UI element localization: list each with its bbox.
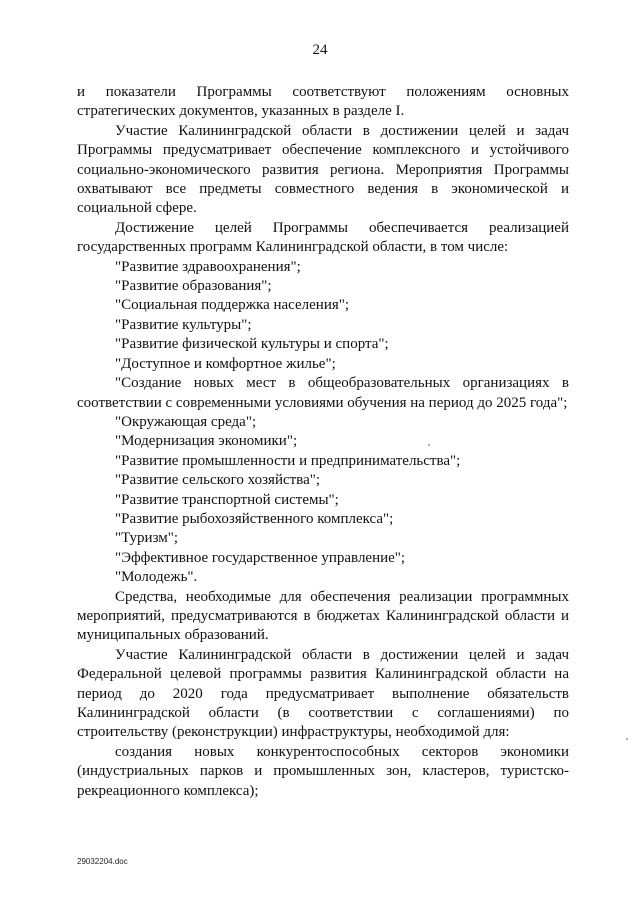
list-item-program: "Развитие физической культуры и спорта"; xyxy=(115,336,389,353)
list-item-program: "Развитие здравоохранения"; xyxy=(115,258,301,275)
list-item-program: "Социальная поддержка населения"; xyxy=(115,297,350,314)
list-item-program: "Развитие сельского хозяйства"; xyxy=(115,472,321,489)
list-item-program: "Окружающая среда"; xyxy=(115,413,257,430)
list-item-program: "Развитие рыбохозяйственного комплекса"; xyxy=(115,510,394,527)
document-body xyxy=(77,83,569,801)
scan-speck xyxy=(626,738,628,740)
list-item-program: "Развитие промышленности и предпринимательства"; xyxy=(115,452,461,469)
list-item-program: "Эффективное государственное управление"; xyxy=(115,549,406,566)
paragraph-new-sectors: создания новых конкурентоспособных секторов экономики (индустриальных парков и промышленных зон, кластеров, туристско-рекреационного комплекса); xyxy=(77,743,569,799)
paragraph-federal-program: Участие Калининградской области в достижении целей и задач Федеральной целевой программы развития Калининградской области на период до 2020 года предусматривает выполнение обязательств Калининградской области (в соответствии с соглашениями) по строительству (реконструкции) инфраструктуры, необходимой для: xyxy=(77,646,569,741)
footer-filename: 29032204.doc xyxy=(77,857,128,866)
list-item-program: "Модернизация экономики"; xyxy=(115,433,298,450)
paragraph-achievement: Достижение целей Программы обеспечивается реализацией государственных программ Калининградской области, в том числе: xyxy=(77,219,569,256)
list-item-program: "Развитие образования"; xyxy=(115,278,272,295)
paragraph-intro: и показатели Программы соответствуют положениям основных стратегических документов, указанных в разделе I. xyxy=(77,84,569,120)
paragraph-participation: Участие Калининградской области в достижении целей и задач Программы предусматривает обеспечение комплексного и устойчивого социально-экономического развития региона. Мероприятия Программы охватывают все предметы совместного ведения в экономической и социальной сфере. xyxy=(77,122,569,217)
scan-speck xyxy=(428,444,430,446)
paragraph-funding: Средства, необходимые для обеспечения реализации программных мероприятий, предусматриваются в бюджетах Калининградской области и муниципальных образований. xyxy=(77,588,569,644)
list-item-program: "Развитие транспортной системы"; xyxy=(115,491,339,508)
list-item-program: "Развитие культуры"; xyxy=(115,316,252,333)
list-item-program: "Создание новых мест в общеобразовательных организациях в соответствии с современными условиями обучения на период до 2025 года"; xyxy=(77,375,569,411)
list-item-program: "Туризм"; xyxy=(115,530,179,547)
page-number: 24 xyxy=(312,42,328,58)
list-item-program: "Доступное и комфортное жилье"; xyxy=(115,355,336,372)
list-item-program: "Молодежь". xyxy=(115,569,198,586)
